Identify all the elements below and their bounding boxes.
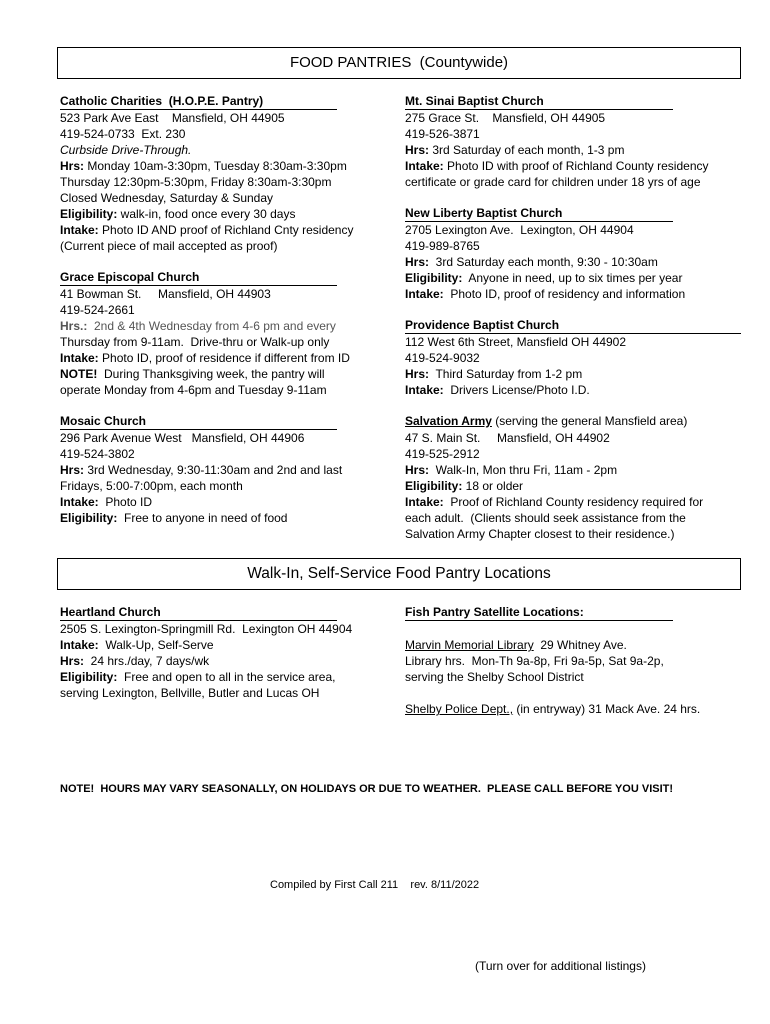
intake-continued: (Current piece of mail accepted as proof): [60, 239, 278, 253]
compiled-by: Compiled by First Call 211 rev. 8/11/2022: [270, 879, 480, 891]
address: 2505 S. Lexington-Springmill Rd. Lexington OH 44904: [60, 622, 353, 636]
intake-line: [60, 350, 350, 366]
spacer: [405, 685, 700, 701]
pantry-name: Catholic Charities (H.O.P.E. Pantry): [60, 94, 337, 110]
intake-text: Drivers License/Photo I.D.: [443, 383, 590, 397]
hours-text: 2nd & 4th Wednesday from 4-6 pm and every: [87, 319, 336, 333]
phone: 419-524-2661: [60, 303, 135, 317]
hours-line: [60, 653, 352, 669]
countywide-header-box: [57, 47, 741, 79]
intake-text: Photo ID with proof of Richland County residency: [443, 159, 709, 173]
hours-text: Walk-In, Mon thru Fri, 11am - 2pm: [429, 463, 618, 477]
intake-text: Photo ID: [98, 495, 153, 509]
intake-line: [405, 286, 685, 302]
eligibility-label: Eligibility:: [60, 207, 118, 221]
location-marvin-library: [405, 637, 700, 653]
intake-label: Intake:: [60, 495, 99, 509]
intake-line: [405, 158, 709, 174]
walk-in-title: Walk-In, Self-Service Food Pantry Locations: [247, 565, 551, 582]
eligibility-continued: serving Lexington, Bellville, Butler and Lucas OH: [60, 686, 320, 700]
eligibility-text: Anyone in need, up to six times per year: [462, 271, 683, 285]
hours-text: Third Saturday from 1-2 pm: [429, 367, 583, 381]
eligibility-line: [60, 669, 352, 685]
hours-label: Hrs:: [405, 367, 430, 381]
eligibility-label: Eligibility:: [405, 271, 463, 285]
hours-warning-note: NOTE! HOURS MAY VARY SEASONALLY, ON HOLIDAYS OR DUE TO WEATHER. PLEASE CALL BEFORE YOU VISIT!: [60, 783, 674, 795]
note-line: [60, 366, 350, 382]
pantry-providence-baptist: [405, 318, 741, 398]
section-name: Fish Pantry Satellite Locations:: [405, 605, 673, 621]
intake-label: Intake:: [405, 159, 444, 173]
pantry-heartland-church: [60, 605, 352, 701]
intake-label: Intake:: [405, 495, 444, 509]
phone: 419-524-3802: [60, 447, 135, 461]
intake-line: [60, 494, 342, 510]
hours-label: Hrs:: [405, 463, 430, 477]
eligibility-label: Eligibility:: [60, 670, 118, 684]
intake-text: Photo ID, proof of residence if different from ID: [98, 351, 350, 365]
pantry-name: Grace Episcopal Church: [60, 270, 337, 286]
hours-text: 24 hrs./day, 7 days/wk: [84, 654, 210, 668]
pantry-service-area: (serving the general Mansfield area): [491, 414, 688, 428]
eligibility-line: [60, 206, 353, 222]
hours-label: Hrs:: [405, 143, 430, 157]
intake-line: [405, 494, 703, 510]
address: 112 West 6th Street, Mansfield OH 44902: [405, 335, 627, 349]
intake-continued: each adult. (Clients should seek assistance from the: [405, 511, 686, 525]
closed-days: Closed Wednesday, Saturday & Sunday: [60, 191, 274, 205]
pantry-name: Mt. Sinai Baptist Church: [405, 94, 673, 110]
location-address: 29 Whitney Ave.: [533, 638, 627, 652]
hours-line: [60, 462, 342, 478]
address: 47 S. Main St. Mansfield, OH 44902: [405, 431, 610, 445]
intake-continued: certificate or grade card for children under 18 yrs of age: [405, 175, 701, 189]
spacer: [405, 621, 700, 637]
hours-label: Hrs:: [60, 463, 85, 477]
address: 275 Grace St. Mansfield, OH 44905: [405, 111, 606, 125]
address: 523 Park Ave East Mansfield, OH 44905: [60, 111, 285, 125]
pantry-new-liberty-baptist: [405, 206, 685, 302]
intake-text: Walk-Up, Self-Serve: [98, 638, 214, 652]
phone: 419-525-2912: [405, 447, 480, 461]
intake-label: Intake:: [405, 383, 444, 397]
address: 41 Bowman St. Mansfield, OH 44903: [60, 287, 271, 301]
pantry-name: Providence Baptist Church: [405, 318, 741, 334]
fish-pantry-satellite-locations: [405, 605, 700, 717]
hours-text: 3rd Saturday each month, 9:30 - 10:30am: [429, 255, 658, 269]
pantry-mt-sinai-baptist: [405, 94, 709, 190]
library-service-area: serving the Shelby School District: [405, 670, 584, 684]
eligibility-label: Eligibility:: [405, 479, 463, 493]
pantry-salvation-army: [405, 414, 703, 542]
hours-text: 3rd Saturday of each month, 1-3 pm: [429, 143, 625, 157]
location-name: Shelby Police Dept.,: [405, 702, 514, 716]
intake-text: Photo ID, proof of residency and information: [443, 287, 686, 301]
pantry-mosaic-church: [60, 414, 342, 526]
hours-line: [405, 366, 741, 382]
pantry-grace-episcopal: [60, 270, 350, 398]
note-label: NOTE!: [60, 367, 98, 381]
intake-label: Intake:: [60, 638, 99, 652]
turn-over-note: (Turn over for additional listings): [475, 959, 646, 973]
hours-continued: Thursday 12:30pm-5:30pm, Friday 8:30am-3:30pm: [60, 175, 332, 189]
intake-line: [60, 222, 353, 238]
note-text: During Thanksgiving week, the pantry will: [97, 367, 325, 381]
eligibility-line: [405, 478, 703, 494]
address: 2705 Lexington Ave. Lexington, OH 44904: [405, 223, 634, 237]
eligibility-line: [405, 270, 685, 286]
hours-line: [405, 142, 709, 158]
eligibility-text: Free and open to all in the service area,: [117, 670, 336, 684]
intake-label: Intake:: [60, 351, 99, 365]
countywide-title: FOOD PANTRIES (Countywide): [289, 54, 509, 71]
hours-line: [60, 318, 350, 334]
pantry-name: Heartland Church: [60, 605, 337, 621]
location-shelby-police: [405, 701, 700, 717]
intake-line: [60, 637, 352, 653]
hours-line: [60, 158, 353, 174]
hours-label: Hrs:: [405, 255, 430, 269]
service-note: Curbside Drive-Through.: [60, 143, 192, 157]
note-continued: operate Monday from 4-6pm and Tuesday 9-11am: [60, 383, 327, 397]
hours-continued: Thursday from 9-11am. Drive-thru or Walk-up only: [60, 335, 330, 349]
walk-in-header-box: [57, 558, 741, 590]
hours-text: Monday 10am-3:30pm, Tuesday 8:30am-3:30pm: [84, 159, 347, 173]
intake-text: Photo ID AND proof of Richland Cnty residency: [98, 223, 354, 237]
hours-label: Hrs.:: [60, 319, 88, 333]
hours-text: 3rd Wednesday, 9:30-11:30am and 2nd and last: [84, 463, 343, 477]
hours-continued: Fridays, 5:00-7:00pm, each month: [60, 479, 243, 493]
location-address: (in entryway) 31 Mack Ave. 24 hrs.: [513, 702, 701, 716]
eligibility-label: Eligibility:: [60, 511, 118, 525]
hours-label: Hrs:: [60, 159, 85, 173]
phone: 419-526-3871: [405, 127, 480, 141]
eligibility-text: walk-in, food once every 30 days: [117, 207, 296, 221]
phone: 419-524-9032: [405, 351, 480, 365]
intake-label: Intake:: [405, 287, 444, 301]
pantry-name-line: [405, 414, 703, 430]
location-name: Marvin Memorial Library: [405, 638, 534, 652]
eligibility-text: 18 or older: [462, 479, 524, 493]
phone: 419-524-0733 Ext. 230: [60, 127, 186, 141]
pantry-name: Mosaic Church: [60, 414, 337, 430]
hours-line: [405, 254, 685, 270]
pantry-name: New Liberty Baptist Church: [405, 206, 673, 222]
library-hours: Library hrs. Mon-Th 9a-8p, Fri 9a-5p, Sat 9a-2p,: [405, 654, 664, 668]
eligibility-text: Free to anyone in need of food: [117, 511, 288, 525]
address: 296 Park Avenue West Mansfield, OH 44906: [60, 431, 305, 445]
hours-label: Hrs:: [60, 654, 85, 668]
hours-line: [405, 462, 703, 478]
phone: 419-989-8765: [405, 239, 480, 253]
eligibility-line: [60, 510, 342, 526]
pantry-catholic-charities: [60, 94, 353, 254]
intake-label: Intake:: [60, 223, 99, 237]
intake-text: Proof of Richland County residency required for: [443, 495, 704, 509]
intake-continued: Salvation Army Chapter closest to their residence.): [405, 527, 675, 541]
intake-line: [405, 382, 741, 398]
pantry-name: Salvation Army: [405, 414, 492, 428]
